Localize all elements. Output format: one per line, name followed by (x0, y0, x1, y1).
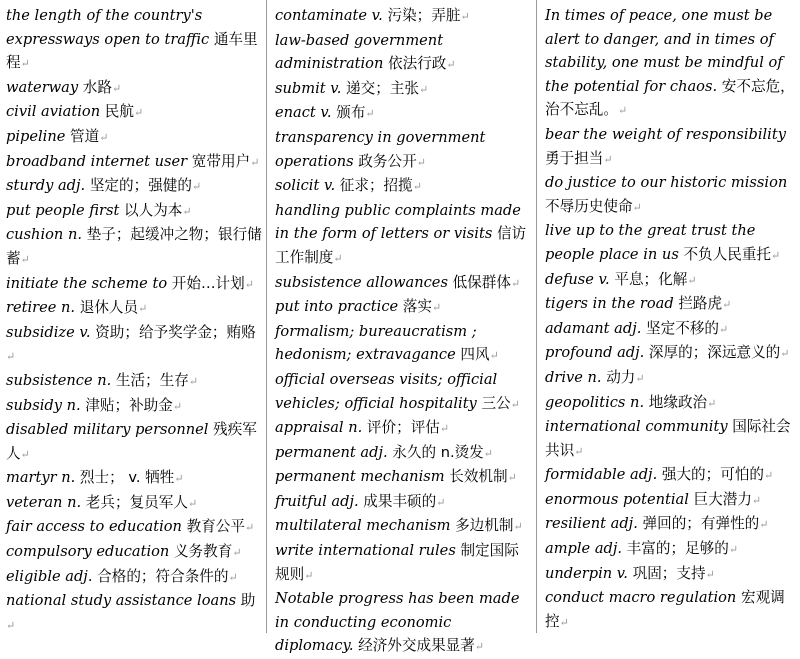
chinese-translation: 落实 (402, 298, 432, 316)
chinese-translation: 水路 (82, 78, 112, 96)
english-term: Notable progress has been made in conducting economic diplomacy. (275, 590, 520, 655)
glossary-entry (6, 589, 264, 637)
english-term: formalism; bureaucratism ; hedonism; extravagance (275, 322, 477, 364)
glossary-entry (6, 199, 264, 224)
chinese-translation: 老兵；复员军人 (85, 493, 188, 511)
english-term: underpin v. (545, 564, 628, 582)
glossary-entry (6, 418, 264, 466)
glossary-entry (275, 126, 527, 174)
glossary-entry (6, 100, 264, 125)
paragraph-mark-icon: ↵ (446, 58, 456, 72)
glossary-entry (6, 296, 264, 321)
column-divider (536, 0, 537, 633)
glossary-entry (545, 292, 795, 317)
chinese-translation: 依法行政 (388, 55, 447, 73)
english-term: appraisal n. (275, 419, 363, 437)
english-term: waterway (6, 78, 79, 96)
glossary-entry (275, 539, 527, 587)
paragraph-mark-icon: ↵ (728, 543, 739, 557)
paragraph-mark-icon: ↵ (133, 106, 144, 120)
chinese-translation: 低保群体 (452, 273, 511, 291)
glossary-entry (275, 465, 527, 490)
english-term: In times of peace, one must be alert to danger, and in times of stability, one must be mindful of the potential for chaos. (545, 7, 783, 95)
paragraph-mark-icon: ↵ (780, 347, 790, 361)
chinese-translation: 助 (240, 592, 256, 610)
paragraph-mark-icon: ↵ (722, 298, 732, 312)
chinese-translation: 开始…计划 (171, 274, 245, 292)
english-term: write international rules (275, 542, 456, 560)
chinese-translation: 宽带用户 (191, 152, 251, 170)
chinese-translation: 垫子；起缓冲之物；银行储蓄 (6, 226, 262, 267)
glossary-entry (545, 537, 795, 562)
paragraph-mark-icon: ↵ (174, 472, 184, 486)
english-term: civil aviation (6, 103, 101, 121)
glossary-entry (275, 587, 527, 659)
paragraph-mark-icon: ↵ (99, 130, 109, 144)
paragraph-mark-icon: ↵ (412, 180, 422, 194)
glossary-column-1 (6, 4, 264, 637)
paragraph-mark-icon: ↵ (20, 252, 30, 266)
english-term: cushion n. (6, 226, 82, 244)
english-term: broadband internet user (6, 152, 188, 170)
glossary-entry (6, 321, 264, 369)
paragraph-mark-icon: ↵ (439, 422, 450, 436)
chinese-translation: 烈士； v. 牺牲 (79, 469, 175, 487)
paragraph-mark-icon: ↵ (632, 200, 642, 214)
english-term: fruitful adj. (275, 492, 359, 510)
paragraph-mark-icon: ↵ (507, 471, 517, 485)
glossary-column-2 (275, 4, 527, 659)
paragraph-mark-icon: ↵ (244, 521, 255, 535)
english-term: subsistence n. (6, 371, 112, 389)
paragraph-mark-icon: ↵ (719, 322, 729, 336)
english-term: contaminate v. (275, 7, 383, 24)
english-term: resilient adj. (545, 515, 638, 533)
english-term: initiate the scheme to (6, 274, 168, 292)
english-term: fair access to education (6, 518, 182, 536)
english-term: drive n. (545, 368, 602, 386)
english-term: ample adj. (545, 540, 623, 558)
glossary-entry (275, 441, 527, 466)
glossary-entry (545, 391, 795, 416)
chinese-translation: 丰富的；足够的 (626, 540, 729, 558)
glossary-entry (6, 76, 264, 101)
glossary-entry (545, 463, 795, 488)
chinese-translation: 巨大潜力 (693, 490, 752, 508)
english-term: geopolitics n. (545, 393, 645, 411)
chinese-translation: 勇于担当 (545, 149, 604, 167)
chinese-translation: 颁布 (336, 104, 366, 122)
glossary-entry (275, 368, 527, 416)
glossary-entry (6, 466, 264, 491)
chinese-translation: 宏观调控 (545, 589, 785, 630)
paragraph-mark-icon: ↵ (483, 446, 493, 460)
paragraph-mark-icon: ↵ (138, 302, 148, 316)
paragraph-mark-icon: ↵ (436, 495, 446, 509)
english-term: eligible adj. (6, 567, 93, 585)
chinese-translation: 征求；招揽 (339, 177, 413, 195)
glossary-entry (275, 101, 527, 126)
glossary-entry (275, 174, 527, 199)
glossary-entry (545, 512, 795, 537)
paragraph-mark-icon: ↵ (559, 615, 569, 629)
paragraph-mark-icon: ↵ (188, 374, 199, 388)
english-term: adamant adj. (545, 319, 642, 337)
chinese-translation: 民航 (104, 103, 134, 121)
paragraph-mark-icon: ↵ (416, 155, 426, 169)
paragraph-mark-icon: ↵ (333, 251, 343, 265)
chinese-translation: 评价；评估 (366, 419, 440, 437)
glossary-entry (275, 295, 527, 320)
english-term: defuse v. (545, 270, 610, 288)
chinese-translation: 强大的；可怕的 (661, 466, 765, 484)
glossary-entry (545, 171, 795, 219)
glossary-entry (545, 586, 795, 634)
chinese-translation: 管道 (70, 127, 100, 145)
english-term: compulsory education (6, 543, 170, 561)
paragraph-mark-icon: ↵ (111, 81, 122, 95)
glossary-entry (6, 394, 264, 419)
paragraph-mark-icon: ↵ (232, 546, 242, 560)
english-term: profound adj. (545, 344, 645, 362)
english-term: pipeline (6, 127, 66, 145)
chinese-translation: 国际社会共识 (545, 418, 791, 459)
paragraph-mark-icon: ↵ (510, 276, 521, 290)
english-term: enormous potential (545, 490, 689, 508)
glossary-entry (545, 268, 795, 293)
paragraph-mark-icon: ↵ (635, 371, 645, 385)
chinese-translation: 坚定的；强健的 (89, 177, 192, 195)
glossary-entry (6, 515, 264, 540)
english-term: solicit v. (275, 177, 336, 195)
english-term: bear the weight of responsibility (545, 125, 786, 143)
chinese-translation: 以人为本 (124, 201, 183, 219)
english-term: the length of the country's expressways open to traffic (6, 7, 210, 48)
chinese-translation: 退休人员 (79, 299, 139, 317)
chinese-translation: 残疾军人 (6, 421, 257, 462)
glossary-entry (6, 174, 264, 199)
chinese-translation: 拦路虎 (678, 295, 723, 313)
chinese-translation: 安不忘危，治不忘乱。 (545, 77, 795, 119)
glossary-entry (6, 272, 264, 297)
chinese-translation: 教育公平 (186, 518, 245, 536)
english-term: permanent adj. (275, 443, 388, 461)
chinese-translation: 不辱历史使命 (545, 197, 633, 215)
chinese-translation: 生活；生存 (115, 371, 189, 389)
chinese-translation: 三公 (481, 394, 511, 412)
paragraph-mark-icon: ↵ (687, 273, 697, 287)
english-term: veteran n. (6, 493, 82, 511)
chinese-translation: 四风 (460, 346, 490, 364)
glossary-entry (545, 488, 795, 513)
chinese-translation: 平息；化解 (614, 270, 688, 288)
glossary-entry (275, 77, 527, 102)
english-term: sturdy adj. (6, 177, 86, 195)
glossary-entry (275, 320, 527, 368)
english-term: subsistence allowances (275, 273, 448, 291)
chinese-translation: 成果丰硕的 (363, 492, 437, 510)
paragraph-mark-icon: ↵ (574, 444, 584, 458)
english-term: put people first (6, 201, 120, 219)
glossary-entry (545, 341, 795, 366)
paragraph-mark-icon: ↵ (250, 155, 260, 169)
paragraph-mark-icon: ↵ (20, 57, 30, 71)
chinese-translation: 坚定不移的 (646, 319, 720, 337)
paragraph-mark-icon: ↵ (304, 568, 314, 582)
paragraph-mark-icon: ↵ (764, 469, 774, 483)
chinese-translation: 地缘政治 (648, 393, 708, 411)
paragraph-mark-icon: ↵ (172, 399, 183, 413)
chinese-translation: 政务公开 (358, 152, 417, 170)
glossary-entry (545, 562, 795, 587)
english-term: enact v. (275, 104, 332, 122)
paragraph-mark-icon: ↵ (182, 204, 192, 218)
chinese-translation: 通车里程 (6, 30, 258, 72)
english-term: do justice to our historic mission (545, 174, 788, 192)
column-divider (266, 0, 267, 633)
glossary-entry (545, 219, 795, 267)
english-term: transparency in government operations (275, 128, 486, 170)
english-term: official overseas visits; official vehicles; official hospitality (275, 370, 498, 412)
glossary-entry (545, 4, 795, 123)
paragraph-mark-icon: ↵ (20, 447, 30, 461)
glossary-column-3 (545, 4, 795, 634)
paragraph-mark-icon: ↵ (759, 518, 769, 532)
glossary-entry (545, 366, 795, 391)
chinese-translation: 弹回的；有弹性的 (642, 515, 760, 533)
glossary-entry (6, 150, 264, 175)
chinese-translation: 义务教育 (173, 543, 233, 561)
chinese-translation: 递交；主张 (346, 79, 420, 97)
glossary-entry (275, 199, 527, 271)
chinese-translation: 资助；给予奖学金；贿赂 (95, 323, 256, 341)
english-term: retiree n. (6, 299, 76, 317)
paragraph-mark-icon: ↵ (489, 349, 499, 363)
english-term: disabled military personnel (6, 421, 209, 439)
paragraph-mark-icon: ↵ (6, 618, 16, 632)
english-term: live up to the great trust the people place in us (545, 222, 756, 263)
english-term: put into practice (275, 298, 399, 316)
glossary-entry (6, 4, 264, 76)
glossary-entry (275, 29, 527, 77)
chinese-translation: 污染；弄脏 (387, 7, 461, 24)
paragraph-mark-icon: ↵ (419, 82, 429, 96)
chinese-translation: 不负人民重托 (683, 245, 772, 263)
paragraph-mark-icon: ↵ (6, 350, 16, 364)
chinese-translation: 深厚的；深远意义的 (648, 344, 781, 362)
english-term: law-based government administration (275, 31, 444, 73)
paragraph-mark-icon: ↵ (510, 397, 520, 411)
english-term: national study assistance loans (6, 592, 237, 610)
paragraph-mark-icon: ↵ (228, 570, 238, 584)
paragraph-mark-icon: ↵ (705, 567, 715, 581)
paragraph-mark-icon: ↵ (707, 396, 717, 410)
paragraph-mark-icon: ↵ (431, 301, 442, 315)
chinese-translation: 长效机制 (449, 468, 508, 486)
english-term: conduct macro regulation (545, 589, 737, 607)
glossary-entry (275, 514, 527, 539)
paragraph-mark-icon: ↵ (244, 277, 254, 291)
glossary-entry (6, 223, 264, 271)
english-term: submit v. (275, 79, 342, 97)
glossary-entry (545, 415, 795, 463)
glossary-entry (275, 416, 527, 441)
paragraph-mark-icon: ↵ (603, 152, 613, 166)
paragraph-mark-icon: ↵ (460, 10, 470, 23)
chinese-translation: 经济外交成果显著 (358, 637, 475, 655)
english-term: subsidize v. (6, 323, 91, 341)
english-term: subsidy n. (6, 396, 81, 414)
english-term: tigers in the road (545, 295, 674, 313)
chinese-translation: 多边机制 (455, 517, 514, 535)
glossary-entry (275, 490, 527, 515)
paragraph-mark-icon: ↵ (365, 107, 375, 121)
english-term: multilateral mechanism (275, 517, 451, 535)
paragraph-mark-icon: ↵ (474, 640, 485, 654)
chinese-translation: 动力 (606, 368, 636, 386)
english-term: permanent mechanism (275, 468, 445, 486)
english-term: formidable adj. (545, 466, 658, 484)
glossary-entry (6, 565, 264, 590)
english-term: handling public complaints made in the form of letters or visits (275, 201, 521, 243)
glossary-entry (6, 125, 264, 150)
paragraph-mark-icon: ↵ (771, 248, 781, 262)
paragraph-mark-icon: ↵ (191, 180, 202, 194)
paragraph-mark-icon: ↵ (513, 520, 523, 534)
english-term: international community (545, 418, 728, 436)
glossary-entry (6, 540, 264, 565)
chinese-translation: 巩固；支持 (632, 564, 706, 582)
chinese-translation: 永久的 n.烫发 (392, 443, 484, 461)
glossary-entry (545, 317, 795, 342)
glossary-entry (275, 4, 527, 29)
paragraph-mark-icon: ↵ (751, 493, 762, 507)
glossary-entry (275, 271, 527, 296)
glossary-entry (6, 491, 264, 516)
paragraph-mark-icon: ↵ (617, 104, 628, 118)
chinese-translation: 信访工作制度 (275, 225, 527, 266)
paragraph-mark-icon: ↵ (187, 496, 198, 510)
chinese-translation: 合格的；符合条件的 (97, 567, 229, 585)
glossary-entry (6, 369, 264, 394)
glossary-entry (545, 123, 795, 171)
chinese-translation: 制定国际规则 (275, 542, 519, 583)
english-term: martyr n. (6, 469, 76, 487)
chinese-translation: 津贴；补助金 (85, 396, 173, 414)
